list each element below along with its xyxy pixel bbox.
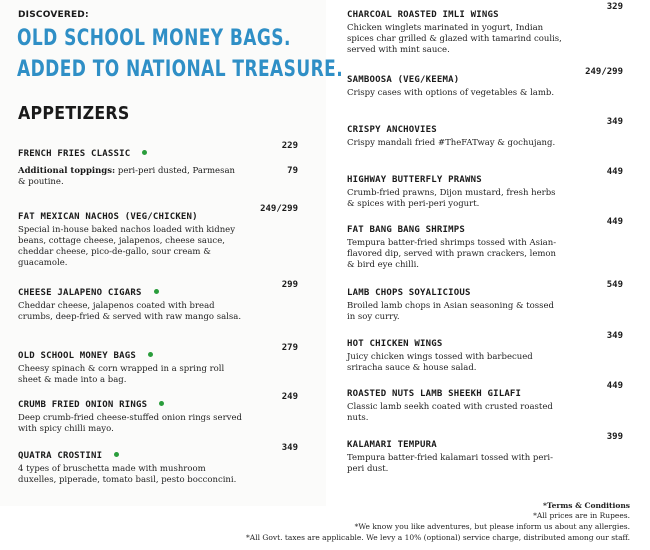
item-description: Broiled lamb chops in Asian seasoning & tossed in soy curry.: [347, 301, 554, 322]
item-description: Chicken winglets marinated in yogurt, Indian spices char grilled & glazed with tamarind coulis, served with mint sauce.: [347, 23, 562, 55]
item-description: 4 types of bruschetta made with mushroom duxelles, piperade, tomato basil, pesto bocconcini.: [18, 464, 237, 485]
item-price: 299: [281, 280, 298, 290]
item-price: 279: [281, 343, 298, 353]
menu-item: [347, 432, 623, 475]
item-price: 449: [606, 217, 623, 227]
menu-item: [18, 280, 298, 323]
menu-item: [18, 443, 298, 486]
item-name: HOT CHICKEN WINGS: [347, 339, 443, 349]
item-name: FRENCH FRIES CLASSIC: [18, 149, 131, 159]
veg-indicator-icon: [148, 352, 153, 357]
terms-line: *All prices are in Rupees.: [533, 511, 630, 520]
veg-indicator-icon: [159, 401, 164, 406]
veg-indicator-icon: [154, 289, 159, 294]
item-price: 399: [606, 432, 623, 442]
menu-item: [347, 331, 623, 374]
item-name: CHEESE JALAPENO CIGARS: [18, 288, 142, 298]
menu-item: [347, 117, 623, 149]
item-name: CRISPY ANCHOVIES: [347, 125, 437, 135]
menu-item: [347, 217, 623, 271]
toppings-label: Additional toppings:: [18, 166, 116, 176]
menu-item: [347, 2, 623, 56]
terms-title: *Terms & Conditions: [542, 501, 630, 510]
item-name: HIGHWAY BUTTERFLY PRAWNS: [347, 175, 482, 185]
additional-toppings: [18, 166, 243, 188]
item-name: OLD SCHOOL MONEY BAGS: [18, 351, 136, 361]
menu-item: [347, 280, 623, 323]
menu-item: [347, 67, 623, 99]
section-title: APPETIZERS: [18, 103, 130, 124]
item-description: Special in-house baked nachos loaded with kidney beans, cottage cheese, jalapenos, cheese sauce, cheddar cheese, pico-de-gallo, sour cream & guacamole.: [18, 225, 235, 268]
item-name: CHARCOAL ROASTED IMLI WINGS: [347, 10, 499, 20]
item-price: 349: [606, 331, 623, 341]
item-description: Tempura batter-fried kalamari tossed with peri-peri dust.: [347, 453, 554, 474]
item-price: 449: [606, 167, 623, 177]
menu-item: [18, 392, 298, 435]
item-price: 349: [606, 117, 623, 127]
terms-line: *All Govt. taxes are applicable. We levy a 10% (optional) service charge, distributed among our staff.: [246, 533, 630, 542]
item-price: 249/299: [260, 204, 298, 214]
item-name: QUATRA CROSTINI: [18, 451, 103, 461]
item-price: 249: [281, 392, 298, 402]
item-description: Crispy mandali fried #TheFATway & gochujang.: [347, 138, 556, 148]
item-price: 549: [606, 280, 623, 290]
item-description: Deep crumb-fried cheese-stuffed onion rings served with spicy chilli mayo.: [18, 413, 242, 434]
item-description: Crispy cases with options of vegetables & lamb.: [347, 88, 555, 98]
item-description: Cheesy spinach & corn wrapped in a spring roll sheet & made into a bag.: [18, 364, 225, 385]
item-name: CRUMB FRIED ONION RINGS: [18, 400, 148, 410]
menu-item: [347, 381, 623, 424]
menu-item: [347, 167, 623, 210]
discovered-label: DISCOVERED:: [18, 10, 89, 20]
item-name: SAMBOOSA (VEG/KEEMA): [347, 75, 460, 85]
terms-line: *We know you like adventures, but please inform us about any allergies.: [354, 522, 630, 531]
headline-line-2: ADDED TO NATIONAL TREASURE.: [17, 57, 344, 82]
item-price: 329: [606, 2, 623, 12]
item-name: ROASTED NUTS LAMB SHEEKH GILAFI: [347, 389, 522, 399]
veg-indicator-icon: [114, 452, 119, 457]
item-price: 449: [606, 381, 623, 391]
menu-item: [18, 166, 298, 188]
item-description: Cheddar cheese, jalapenos coated with bread crumbs, deep-fried & served with raw mango salsa.: [18, 301, 242, 322]
item-price: 349: [281, 443, 298, 453]
menu-item: [18, 343, 298, 386]
item-price: 249/299: [585, 67, 623, 77]
item-description: Classic lamb seekh coated with crusted roasted nuts.: [347, 402, 553, 423]
toppings-text: peri-peri dusted, Parmesan & poutine.: [18, 166, 235, 187]
item-name: FAT BANG BANG SHRIMPS: [347, 225, 465, 235]
item-description: Juicy chicken wings tossed with barbecued sriracha sauce & house salad.: [347, 352, 533, 373]
item-description: Tempura batter-fried shrimps tossed with Asian-flavored dip, served with prawn crackers, lemon & bird eye chilli.: [347, 238, 557, 270]
item-name: LAMB CHOPS SOYALICIOUS: [347, 288, 471, 298]
veg-indicator-icon: [142, 150, 147, 155]
menu-item: [18, 204, 298, 269]
item-name: FAT MEXICAN NACHOS (VEG/CHICKEN): [18, 212, 198, 222]
item-name: KALAMARI TEMPURA: [347, 440, 437, 450]
item-description: Crumb-fried prawns, Dijon mustard, fresh herbs & spices with peri-peri yogurt.: [347, 188, 556, 209]
item-price: 229: [281, 141, 298, 151]
item-price: 79: [287, 166, 298, 176]
headline-line-1: OLD SCHOOL MONEY BAGS.: [17, 26, 291, 51]
menu-item: [18, 141, 298, 160]
